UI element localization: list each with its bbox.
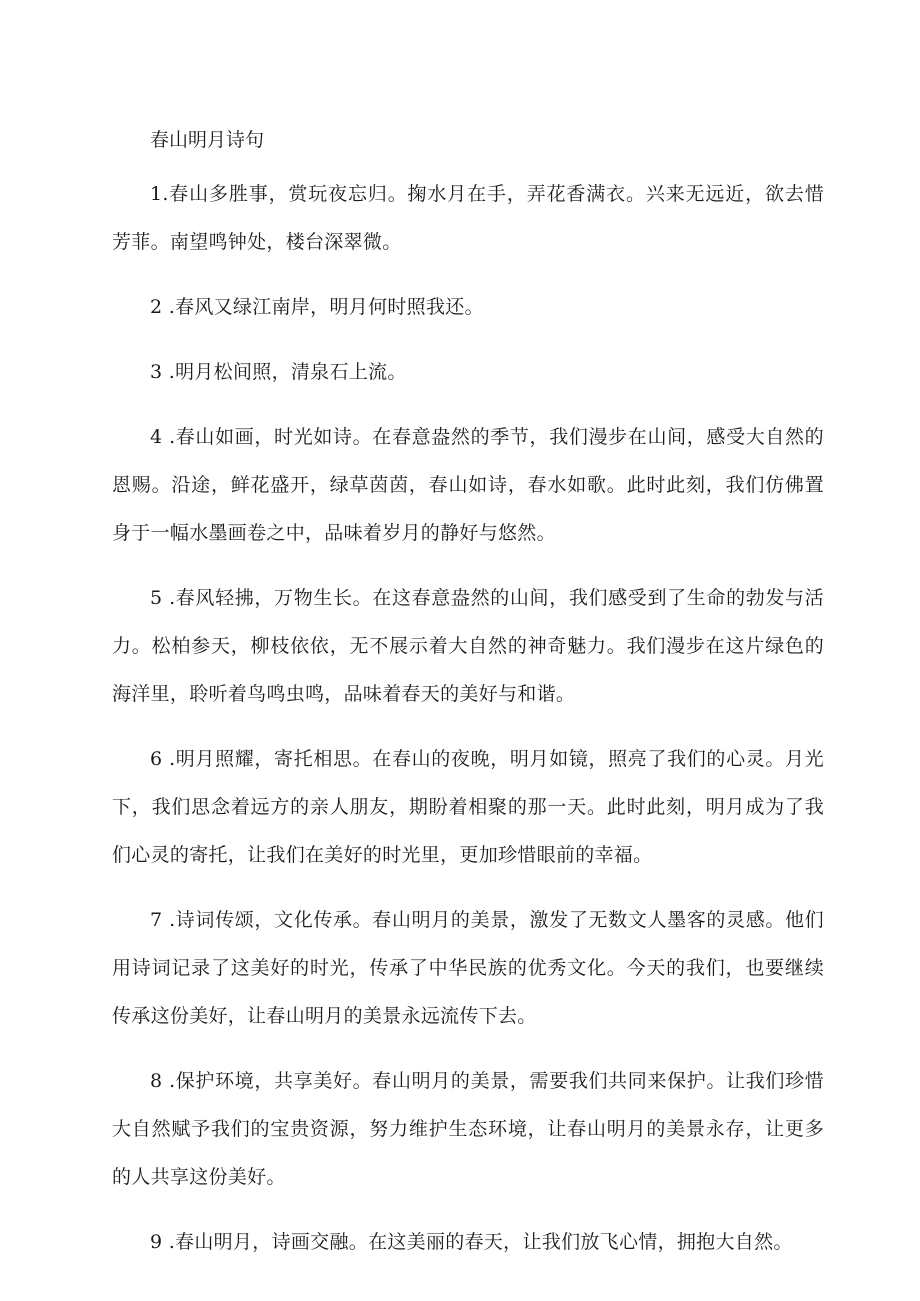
paragraph-1: 1.春山多胜事，赏玩夜忘归。掬水月在手，弄花香满衣。兴来无远近，欲去惜芳菲。南望鸣钟处，楼台深翠微。 [112, 183, 824, 253]
document-title: 春山明月诗句 [150, 129, 265, 151]
paragraph-9: 9 .春山明月，诗画交融。在这美丽的春天，让我们放飞心情，拥抱大自然。 [150, 1231, 793, 1253]
paragraph-6: 6 .明月照耀，寄托相思。在春山的夜晚，明月如镜，照亮了我们的心灵。月光下，我们思念着远方的亲人朋友，期盼着相聚的那一天。此时此刻，明月成为了我们心灵的寄托，让我们在美好的时光里，更加珍惜眼前的幸福。 [112, 748, 824, 866]
paragraph-5: 5 .春风轻拂，万物生长。在这春意盎然的山间，我们感受到了生命的勃发与活力。松柏参天，柳枝依依，无不展示着大自然的神奇魅力。我们漫步在这片绿色的海洋里，聆听着鸟鸣虫鸣，品味着春天的美好与和谐。 [112, 587, 824, 705]
paragraph-2: 2 .春风又绿江南岸，明月何时照我还。 [150, 296, 484, 318]
paragraph-4: 4 .春山如画，时光如诗。在春意盎然的季节，我们漫步在山间，感受大自然的恩赐。沿途，鲜花盛开，绿草茵茵，春山如诗，春水如歌。此时此刻，我们仿佛置身于一幅水墨画卷之中，品味着岁月的静好与悠然。 [112, 426, 824, 544]
paragraph-7: 7 .诗词传颂，文化传承。春山明月的美景，激发了无数文人墨客的灵感。他们用诗词记录了这美好的时光，传承了中华民族的优秀文化。今天的我们，也要继续传承这份美好，让春山明月的美景永远流传下去。 [112, 909, 824, 1027]
paragraph-8: 8 .保护环境，共享美好。春山明月的美景，需要我们共同来保护。让我们珍惜大自然赋予我们的宝贵资源，努力维护生态环境，让春山明月的美景永存，让更多的人共享这份美好。 [112, 1070, 824, 1188]
document-body [112, 124, 824, 1266]
paragraph-3: 3 .明月松间照，清泉石上流。 [150, 361, 407, 383]
